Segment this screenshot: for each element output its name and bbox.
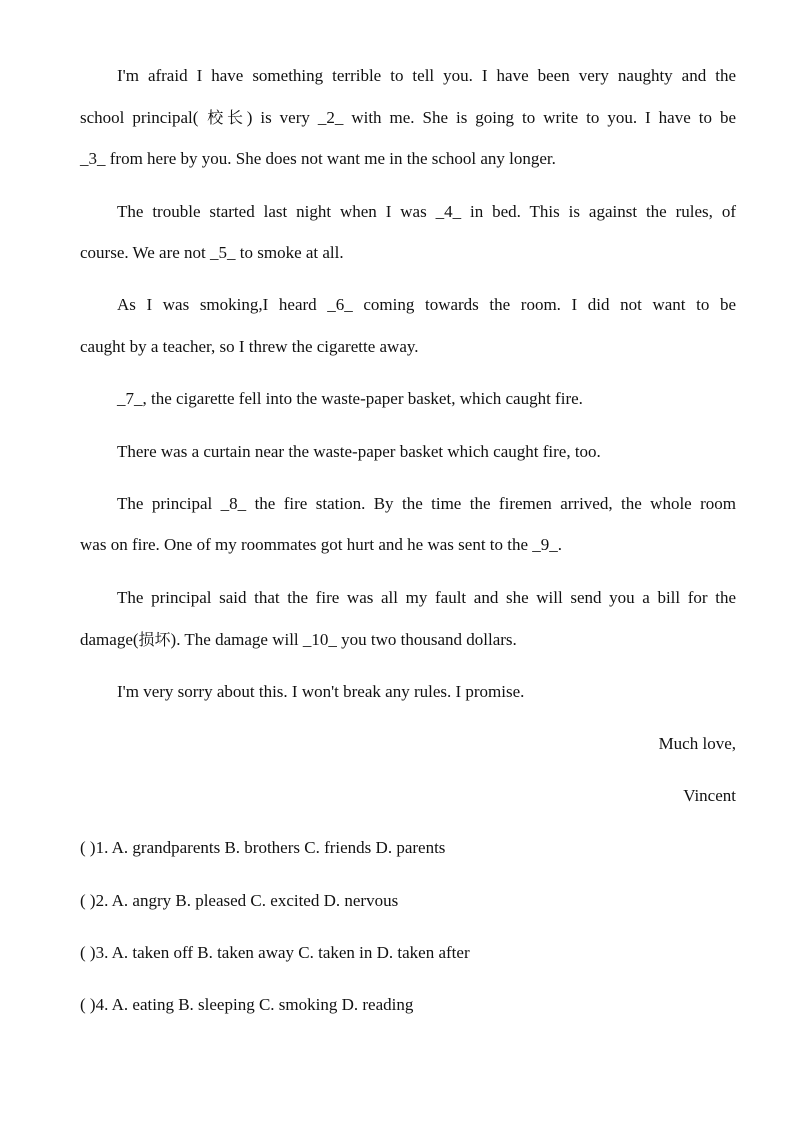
paragraph-6-line-2: was on fire. One of my roommates got hurt and he was sent to the _9_. [80,535,563,554]
paragraph-5-line-1: There was a curtain near the waste-paper basket which caught fire, too. [117,442,601,461]
paragraph-1-line-2 [80,108,736,128]
paragraph-8-line-1: I'm very sorry about this. I won't break any rules. I promise. [117,682,525,701]
paragraph-4-line-1: _7_, the cigarette fell into the waste-paper basket, which caught fire. [117,389,583,408]
paragraph-3-line-1: As I was smoking,I heard _6_ coming towards the room. I did not want to be [117,295,736,314]
text-segment: school principal( [80,108,199,127]
chinese-gloss: 校长 [198,108,247,127]
signature: Vincent [683,786,736,805]
question-4: ( )4. A. eating B. sleeping C. smoking D. reading [80,995,414,1014]
paragraph-7-line-2 [80,630,736,650]
chinese-gloss: 损坏 [138,630,171,649]
question-1: ( )1. A. grandparents B. brothers C. friends D. parents [80,838,446,857]
question-3: ( )3. A. taken off B. taken away C. taken in D. taken after [80,943,470,962]
text-segment: damage( [80,630,139,649]
paragraph-6-line-1: The principal _8_ the fire station. By the time the firemen arrived, the whole room [117,494,736,513]
paragraph-1-line-1: I'm afraid I have something terrible to tell you. I have been very naughty and the [117,66,736,85]
paragraph-1-line-3: _3_ from here by you. She does not want me in the school any longer. [80,149,556,168]
text-segment: ). The damage will _10_ you two thousand dollars. [170,630,517,649]
closing: Much love, [658,734,736,753]
paragraph-7-line-1: The principal said that the fire was all my fault and she will send you a bill for the [117,588,736,607]
question-2: ( )2. A. angry B. pleased C. excited D. nervous [80,891,399,910]
paragraph-2-line-1: The trouble started last night when I was _4_ in bed. This is against the rules, of [117,202,736,221]
paragraph-3-line-2: caught by a teacher, so I threw the cigarette away. [80,337,419,356]
text-segment: ) is very _2_ with me. She is going to write to you. I have to be [246,108,736,127]
paragraph-2-line-2: course. We are not _5_ to smoke at all. [80,243,344,262]
